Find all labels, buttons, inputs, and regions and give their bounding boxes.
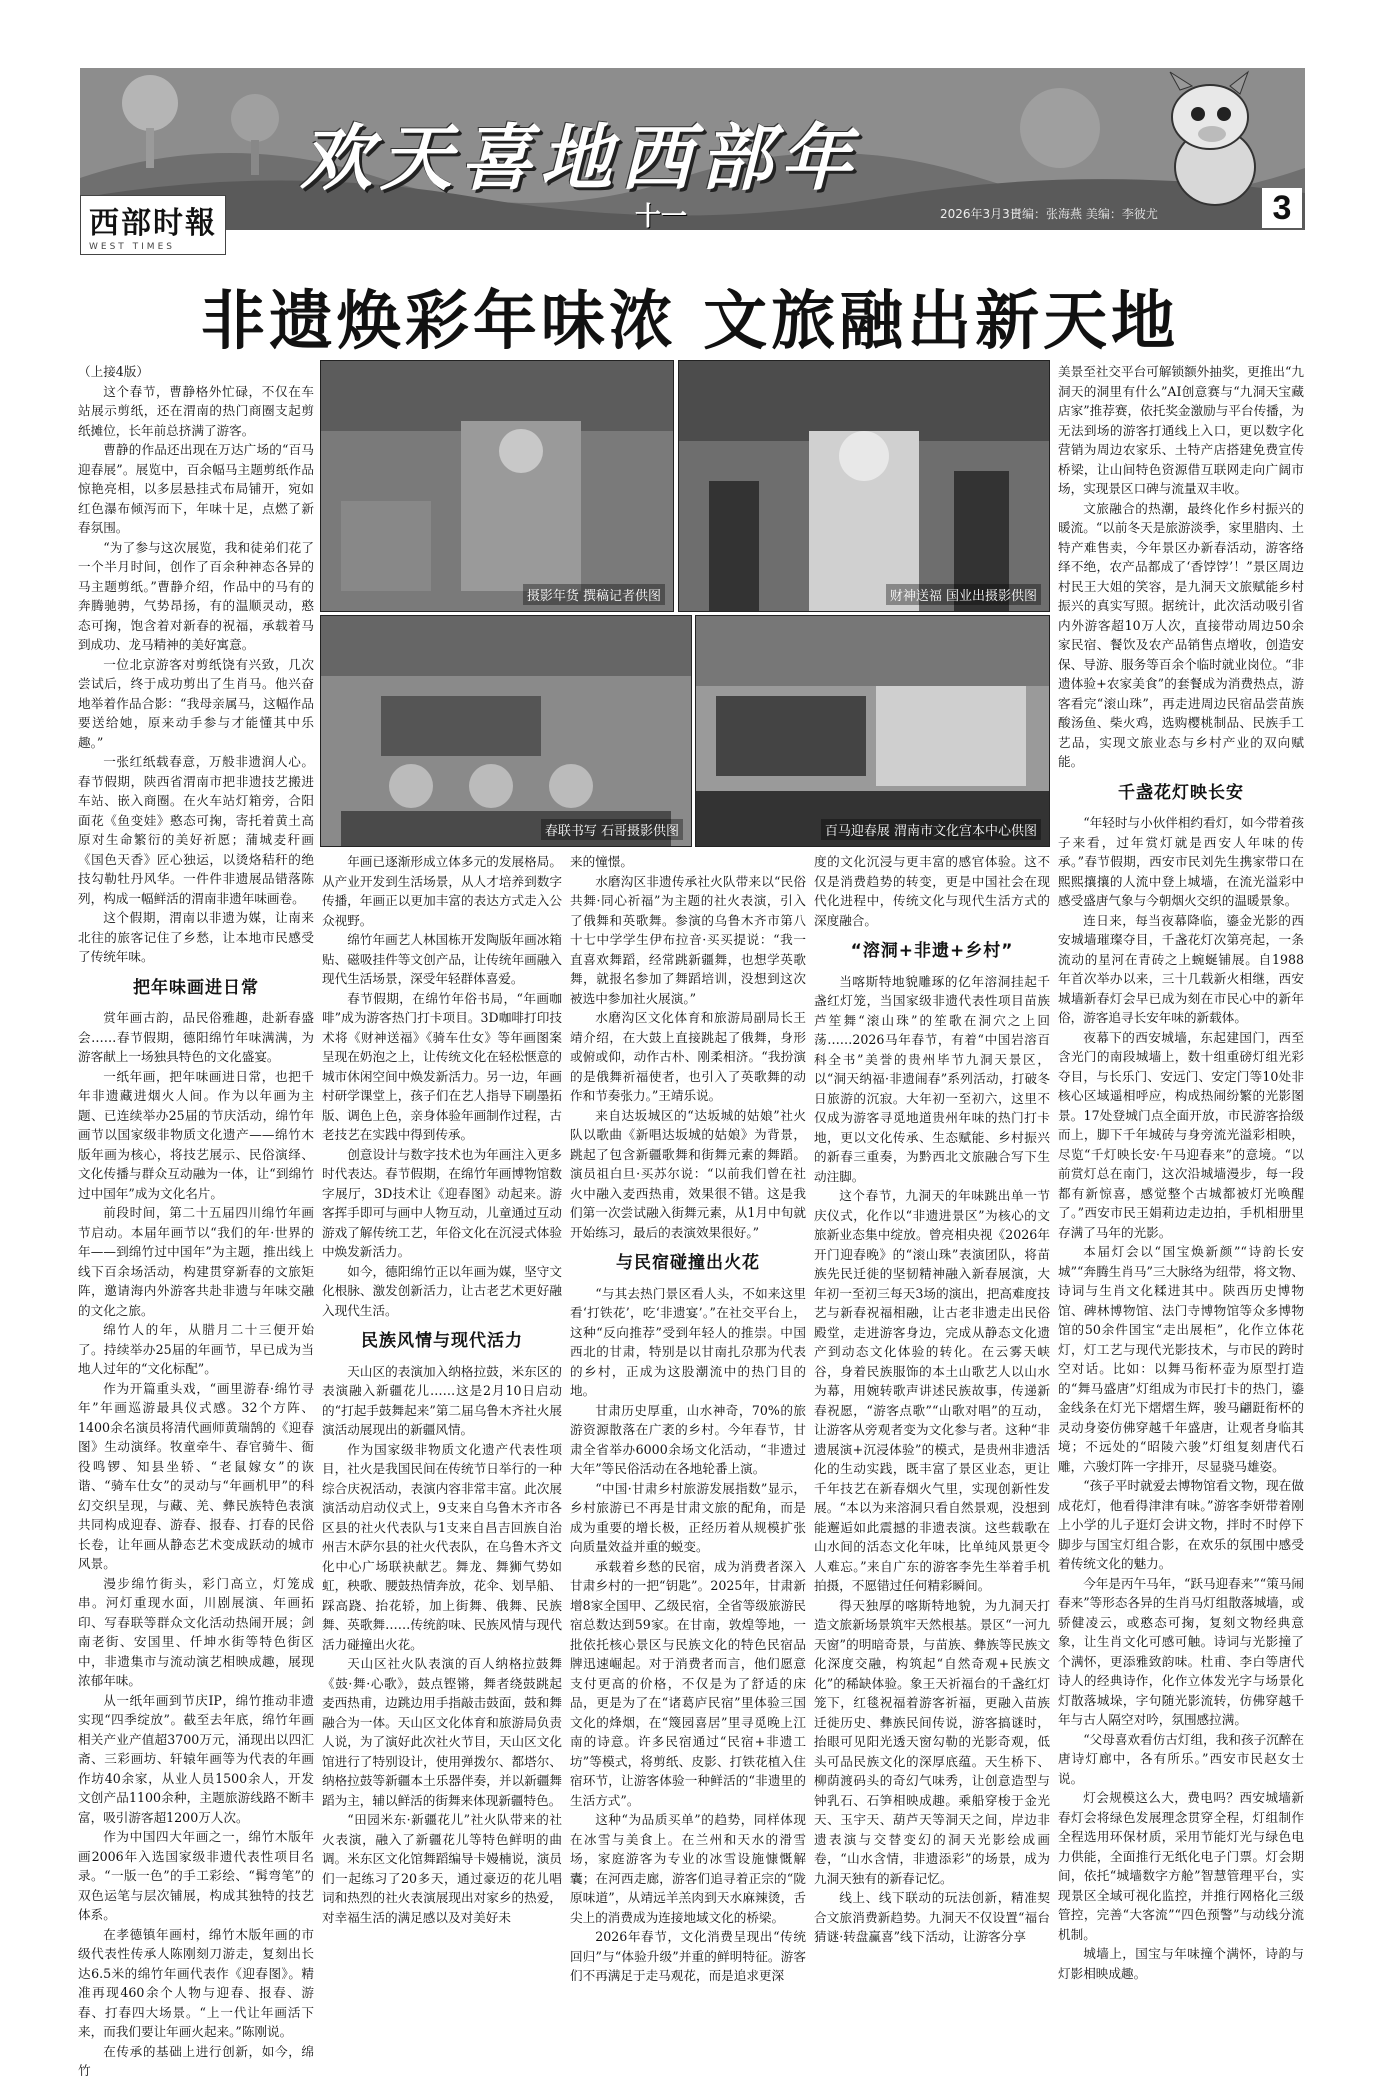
photo-caption: 百马迎春展 渭南市文化宫本中心供图	[821, 819, 1041, 840]
section-heading: “溶洞+非遗+乡村”	[850, 941, 1014, 961]
article-paragraph: 一位北京游客对剪纸饶有兴致，几次尝试后，终于成功剪出了生肖马。他兴奋地举着作品合影：“我母亲属马，这幅作品要送给她，原来动手参与才能懂其中乐趣。”	[78, 656, 314, 750]
article-paragraph: 从一纸年画到节庆IP，绵竹推动非遗实现“四季绽放”。截至去年底，绵竹年画相关产业产值超3700万元，涌现出以四汇斋、三彩画坊、轩辕年画等为代表的年画作坊40余家，从业人员1500余人，开发文创产品1100余种，主题旅游线路不断丰富，吸引游客超1200万人次。	[78, 1692, 314, 1825]
article-paragraph: 承载着乡愁的民宿，成为消费者深入甘肃乡村的一把“钥匙”。2025年，甘肃新增8家全国甲、乙级民宿，全省等级旅游民宿总数达到59家。在甘南，敦煌等地，一批依托核心景区与民族文化的特色民宿品牌迅速崛起。对于消费者而言，他们愿意支付更高的价格，不仅是为了舒适的床品，更是为了在“诸葛庐民宿”里体验三国文化的烽烟，在“篾园喜居”里寻觅晚上江南的诗意。许多民宿通过“民宿+非遗工坊”等模式，将剪纸、皮影、打铁花植入住宿环节，让游客体验一种鲜活的“非遗里的生活方式”。	[570, 1558, 806, 1808]
article-paragraph: 天山区社火队表演的百人纳格拉鼓舞《鼓·舞·心歌》，鼓点铿锵，舞者绕鼓跳起麦西热甫，边跳边用手指敲击鼓面，鼓和舞融合为一体。天山区文化体育和旅游局负责人说，为了演好此次社火节目，天山区文化馆进行了特别设计，使用弹拨尔、都塔尔、纳格拉鼓等新疆本土乐器伴奏，并以新疆舞蹈为主，辅以鲜活的街舞来体现新疆特色。	[322, 1656, 562, 1808]
article-paragraph: 绵竹人的年，从腊月二十三便开始了。持续举办25届的年画节，早已成为当地人过年的“文化标配”。	[78, 1322, 314, 1376]
article-paragraph: 城墙上，国宝与年味撞个满怀，诗韵与灯影相映成趣。	[1058, 1946, 1304, 1981]
article-paragraph: 当喀斯特地貌雕琢的亿年溶洞挂起千盏红灯笼，当国家级非遗代表性项目苗族芦笙舞“滚山珠”的笙歌在洞穴之上回荡……2026马年春节，有着“中国岩溶百科全书”美誉的贵州毕节九洞天景区，以“洞天纳福·非遗闹春”系列活动，打破冬日旅游的沉寂。大年初一至初六，这里不仅成为游客寻觅地道贵州年味的热门打卡地，更以文化传承、生态赋能、乡村振兴的新春三重奏，为黔西北文旅融合写下生动注脚。	[814, 973, 1050, 1184]
article-column-1	[78, 362, 314, 2078]
article-paragraph: 来自达坂城区的“达坂城的姑娘”社火队以歌曲《新唱达坂城的姑娘》为背景，跳起了包含新疆歌舞和街舞元素的舞蹈。演员祖白旦·买苏尔说：“以前我们曾在社火中融入麦西热甫，效果很不错。这是我们第一次尝试融入街舞元素，从1月中旬就开始练习，最后的表演效果很好。”	[570, 1107, 806, 1240]
photo-caption: 春联书写 石哥摄影供图	[541, 819, 683, 840]
article-paragraph: 这种“为品质买单”的趋势，同样体现在冰雪与美食上。在兰州和天水的滑雪场，家庭游客为专业的冰雪设施慷慨解囊；在河西走廊，游客们追寻着正宗的“陇原味道”，从靖远羊羔肉到天水麻辣烫，舌尖上的消费成为连接地域文化的桥梁。	[570, 1812, 806, 1925]
article-paragraph: 创意设计与数字技术也为年画注入更多时代表达。春节假期，在绵竹年画博物馆数字展厅，3D技术让《迎春图》动起来。游客挥手即可与画中人物互动，儿童通过互动游戏了解传统工艺，年俗文化在沉浸式体验中焕发新活力。	[322, 1146, 562, 1259]
photo-caption: 摄影年货 撰稿记者供图	[523, 584, 665, 605]
section-heading: 千盏花灯映长安	[1118, 782, 1244, 803]
article-paragraph: “与其去热门景区看人头，不如来这里看‘打铁花’，吃‘非遗宴’。”在社交平台上，这种“反向推荐”受到年轻人的推崇。中国西北的甘肃，特别是以甘南扎尕那为代表的乡村，正成为这股潮流中的热门目的地。	[570, 1285, 806, 1398]
article-paragraph: 春节假期，在绵竹年俗书局，“年画咖啡”成为游客热门打卡项目。3D咖啡打印技术将《财神送福》《骑车仕女》等年画图案呈现在奶泡之上，让传统文化在轻松惬意的城市休闲空间中焕发新活力。另一边，年画村研学课堂上，孩子们在艺人指导下刷墨拓版、调色上色，亲身体验年画制作过程，古老技艺在实践中得到传承。	[322, 990, 562, 1142]
article-paragraph: 灯会规模这么大，费电吗？西安城墙新春灯会将绿色发展理念贯穿全程，灯组制作全程选用环保材质，采用节能灯光与绿色电力供能，全面推行无纸化电子门票。灯会期间，依托“城墙数字方舱”智慧管理平台，实现景区全域可视化监控，并推行网格化三级管控，完善“大客流”“四色预警”与动线分流机制。	[1058, 1790, 1304, 1942]
photo-god-of-wealth	[678, 360, 1050, 612]
banner-date: 2026年3月3日	[940, 207, 1022, 221]
newspaper-masthead	[80, 195, 226, 255]
photo-paper-cutting-image	[321, 361, 673, 611]
horse-mascot-icon	[1140, 72, 1290, 212]
article-paragraph: 前段时间，第二十五届四川绵竹年画节启动。本届年画节以“我们的年·世界的年——到绵竹过中国年”为主题，推出线上线下百余场活动，构建贯穿新春的文旅矩阵，邀请海内外游客共赴非遗与年味交融的文化之旅。	[78, 1205, 314, 1318]
article-column-3	[570, 852, 806, 1983]
article-paragraph: 赏年画古韵，品民俗雅趣，赴新春盛会……春节假期，德阳绵竹年味满满，为游客献上一场独具特色的文化盛宴。	[78, 1010, 314, 1064]
article-column-5	[1058, 362, 1305, 1981]
page-number: 3	[1262, 188, 1302, 228]
masthead-english: WEST TIMES	[89, 242, 175, 252]
article-paragraph: “年轻时与小伙伴相约看灯，如今带着孩子来看，过年赏灯就是西安人年味的传承。”春节假期，西安市民刘先生携家带口在熙熙攘攘的人流中登上城墙，在流光溢彩中感受盛唐气象与今朝烟火交织的温暖景象。	[1058, 815, 1304, 908]
banner-title: 欢天喜地西部年	[300, 115, 861, 200]
article-paragraph: 水磨沟区非遗传承社火队带来以“民俗共舞·同心祈福”为主题的社火表演，引入了俄舞和英歌舞。参演的乌鲁木齐市第八十七中学学生伊布拉音·买买提说：“我一直喜欢舞蹈，经常跳新疆舞，也想学英歌舞，就报名参加了舞蹈培训，没想到这次被选中参加社火展演。”	[570, 873, 806, 1006]
photo-caption: 财神送福 国业出摄影供图	[886, 584, 1041, 605]
article-column-2	[322, 852, 562, 1925]
article-paragraph: 作为开篇重头戏，“画里游春·绵竹寻年”年画巡游最具仪式感。32个方阵、1400余名演员将清代画师黄瑞鹄的《迎春图》生动演绎。牧童牵牛、春官骑牛、衙役鸣锣、知县坐轿、“老鼠嫁女”的诙谐、“骑车仕女”的灵动与“年画机甲”的科幻交织呈现，与藏、羌、彝民族特色表演共同构成迎春、游春、报春、打春的民俗长卷，让年画从静态艺术变成跃动的城市风景。	[78, 1380, 314, 1571]
article-paragraph: “父母喜欢看仿古灯组，我和孩子沉醉在唐诗灯廊中，各有所乐。”西安市民赵女士说。	[1058, 1731, 1304, 1786]
article-paragraph: 一张红纸载春意，万般非遗润人心。春节假期，陕西省渭南市把非遗技艺搬进车站、嵌入商圈。在火车站灯箱旁，合阳面花《鱼变娃》憨态可掬，寄托着黄土高原对生命繁衍的美好祈愿；蒲城麦秆画《国色天香》匠心独运，以烫烙秸秆的绝技勾勒牡丹风华。一件件非遗展品错落陈列，构成一幅鲜活的渭南非遗年味画卷。	[78, 754, 314, 906]
article-paragraph: 2026年春节，文化消费呈现出“传统回归”与“体验升级”并重的鲜明特征。游客们不再满足于走马观花，而是追求更深	[570, 1929, 806, 1983]
section-heading: 把年味画进日常	[133, 977, 259, 998]
article-paragraph: 曹静的作品还出现在万达广场的“百马迎春展”。展览中，百余幅马主题剪纸作品惊艳亮相，以多层悬挂式布局铺开，宛如红色瀑布倾泻而下，年味十足，点燃了新春氛围。	[78, 442, 314, 535]
article-paragraph: 夜幕下的西安城墙，东起建国门，西至含光门的南段城墙上，数十组重磅灯组光彩夺目，与长乐门、安远门、安定门等10处非核心区域遥相呼应，构成热闹纷繁的光影图景。17处登城门点全面开放，市民游客拾级而上，脚下千年城砖与身旁流光溢彩相映，尽览“千灯映长安·午马迎春来”的意境。“以前赏灯总在南门，这次沿城墙漫步，每一段都有新惊喜，感觉整个古城都被灯光唤醒了。”西安市民王娟莉边走边拍，手机相册里存满了马年的光影。	[1058, 1029, 1304, 1240]
photo-horse-exhibition	[695, 615, 1050, 847]
article-paragraph: 连日来，每当夜幕降临，鎏金光影的西安城墙璀璨夺目，千盏花灯次第亮起，一条流动的星河在青砖之上蜿蜒铺展。自1988年首次举办以来，三十几载新火相继，西安城墙新春灯会早已成为刻在市民心中的新年俗，游客追寻长安年味的新载体。	[1058, 912, 1304, 1025]
section-heading: 民族风情与现代活力	[361, 1331, 523, 1351]
article-paragraph: 漫步绵竹街头，彩门高立，灯笼成串。河灯重现水面，川剧展演、年画拓印、写春联等群众文化活动热闹开展；剑南老街、安国里、仟坤水街等特色街区中，非遗集市与流动演艺相映成趣，展现浓郁年味。	[78, 1575, 314, 1688]
article-paragraph: “孩子平时就爱去博物馆看文物，现在做成花灯，他看得津津有味。”游客李妍带着刚上小学的儿子逛灯会讲文物，拌时不时停下脚步与国宝灯组合影，在欢乐的氛围中感受着传统文化的魅力。	[1058, 1478, 1304, 1571]
masthead-name: 西部时報	[89, 206, 217, 241]
photo-spring-festival-couplets-image	[321, 616, 691, 846]
article-paragraph: 在传承的基础上进行创新，如今，绵竹	[78, 2043, 314, 2078]
article-paragraph: 甘肃历史厚重，山水神奇，70%的旅游资源散落在广袤的乡村。今年春节，甘肃全省举办6000余场文化活动，“非遗过大年”等民俗活动在各地轮番上演。	[570, 1402, 806, 1476]
article-paragraph: 作为国家级非物质文化遗产代表性项目，社火是我国民间在传统节日举行的一种综合庆祝活动，表演内容非常丰富。此次展演活动启动仪式上，9支来自乌鲁木齐市各区县的社火代表队与1支来自昌吉回族自治州吉木萨尔县的社火代表队，在乌鲁木齐文化中心广场联袂献艺。舞龙、舞狮气势如虹，秧歌、腰鼓热情奔放，花伞、划旱船、踩高跷、抬花轿，加上街舞、俄舞、民族舞、英歌舞……传统韵味、民族风情与现代活力碰撞出火花。	[322, 1441, 562, 1652]
article-column-4	[814, 852, 1050, 1944]
article-paragraph: 一纸年画，把年味画进日常，也把千年非遗藏进烟火人间。作为以年画为主题、已连续举办25届的节庆活动，绵竹年画节以国家级非物质文化遗产——绵竹木版年画为核心，将技艺展示、民俗演绎、文化传播与群众互动融为一体，让“到绵竹过中国年”成为文化名片。	[78, 1068, 314, 1201]
article-paragraph: 这个春节，九洞天的年味跳出单一节庆仪式，化作以“非遗进景区”为核心的文旅新业态集中绽放。曾亮相央视《2026年开门迎春晚》的“滚山珠”表演团队，将苗族先民迁徙的坚韧精神融入新春展演，大年初一至初三每天3场的演出，把高难度技艺与新春祝福相融，让古老非遗走出民俗殿堂，走进游客身边，完成从静态文化遗产到动态文化体验的转化。在云雾天峡谷，身着民族服饰的本土山歌艺人以山水为幕，用婉转歌声讲述民族故事，传递新春祝愿，“游客点歌”“山歌对唱”的互动，让游客从旁观者变为文化参与者。这种“非遗展演+沉浸体验”的模式，是贵州非遗活化的生动实践，既丰富了景区业态，更让千年技艺在新春烟火气里，实现创新性发展。“本以为来溶洞只看自然景观，没想到能邂逅如此震撼的非遗表演。这些载歌在山水间的活态文化年味，比单纯风景更令人难忘。”来自广东的游客李先生举着手机拍摄，不愿错过任何精彩瞬间。	[814, 1188, 1050, 1593]
article-paragraph: 如今，德阳绵竹正以年画为媒，坚守文化根脉、激发创新活力，让古老艺术更好融入现代生活。	[322, 1263, 562, 1318]
article-paragraph: 在孝德镇年画村，绵竹木版年画的市级代表性传承人陈刚刻刀游走，复刻出长达6.5米的绵竹年画代表作《迎春图》。精准再现460余个人物与迎春、报春、游春、打春四大场景。“上一代让年画活下来，而我们要让年画火起来。”陈刚说。	[78, 1926, 314, 2039]
banner-issue-number: 十一	[635, 202, 688, 232]
article-paragraph: 这个春节，曹静格外忙碌，不仅在车站展示剪纸，还在渭南的热门商圈支起剪纸摊位，长年前总挤满了游客。	[78, 383, 314, 438]
article-paragraph: （上接4版）	[78, 364, 149, 379]
article-paragraph: 线上、线下联动的玩法创新，精准契合文旅消费新趋势。九洞天不仅设置“福台猜谜·转盘赢喜”线下活动，让游客分享	[814, 1890, 1050, 1944]
article-paragraph: 年画已逐渐形成立体多元的发展格局。从产业开发到生活场景，从人才培养到数字传播，年画正以更加丰富的表达方式走入公众视野。	[322, 854, 562, 928]
article-paragraph: 本届灯会以“国宝焕新颜”“诗韵长安城”“奔腾生肖马”三大脉络为纽带，将文物、诗词与生肖文化糅进其中。陕西历史博物馆、碑林博物馆、法门寺博物馆等众多博物馆的50余件国宝“走出展柜”，化作立体花灯，灯工艺与现代光影技术，与市民的跨时空对话。比如：以舞马衔杯壶为原型打造的“舞马盛唐”灯组成为市民打卡的热门，鎏金线条在灯光下熠熠生辉，骏马翩跹衔杯的灵动身姿仿佛穿越千年盛唐，让观者身临其境；不远处的“昭陵六骏”灯组复刻唐代石雕，六骏灯阵一字排开，尽显骁马雄姿。	[1058, 1244, 1305, 1474]
banner-editors: 责编：张海燕 美编：李彼尤	[1010, 207, 1158, 221]
article-paragraph: 度的文化沉浸与更丰富的感官体验。这不仅是消费趋势的转变，更是中国社会在现代化进程中，传统文化与现代生活方式的深度融合。	[814, 854, 1050, 928]
article-paragraph: 天山区的表演加入纳格拉鼓，米东区的表演融入新疆花儿……这是2月10日启动的“打起手鼓舞起来”第二届乌鲁木齐社火展演活动展现出的新疆风情。	[322, 1363, 562, 1437]
article-paragraph: 美景至社交平台可解锁额外抽奖，更推出“九洞天的洞里有什么”AI创意赛与“九洞天宝藏店家”推荐赛，依托奖金激励与平台传播，为无法到场的游客打通线上入口，更以数字化营销为周边农家乐、土特产店搭建免费宣传桥梁，让山间特色资源借互联网走向广阔市场，实现景区口碑与流量双丰收。	[1058, 364, 1304, 496]
article-paragraph: “田园米东·新疆花儿”社火队带来的社火表演，融入了新疆花儿等特色鲜明的曲调。米东区文化馆舞蹈编导卡嫚楠说，演员们一起练习了20多天，通过豪迈的花儿唱词和热烈的社火表演展现出对家乡的热爱，对幸福生活的满足感以及对美好未	[322, 1812, 562, 1925]
section-heading: 与民宿碰撞出火花	[616, 1253, 760, 1273]
article-paragraph: 文旅融合的热潮，最终化作乡村振兴的暖流。“以前冬天是旅游淡季，家里腊肉、土特产难售卖，今年景区办新春活动，游客络绎不绝，农产品都成了‘香饽饽’！”景区周边村民王大姐的笑容，是九洞天文旅赋能乡村振兴的真实写照。据统计，此次活动吸引省内外游客超10万人次，直接带动周边50余家民宿、餐饮及农产品销售点增收，创造安保、导游、服务等百余个临时就业岗位。“非遗体验+农家美食”的套餐成为消费热点，游客看完“滚山珠”，再走进周边民宿品尝苗族酸汤鱼、柴火鸡，选购樱桃制品、民族手工艺品，实现文旅业态与乡村产业的双向赋能。	[1058, 500, 1304, 769]
article-paragraph: 得天独厚的喀斯特地貌，为九洞天打造文旅新场景筑牢天然根基。景区“一河九天窗”的明暗奇景，与苗族、彝族等民族文化深度交融，构筑起“自然奇观+民族文化”的稀缺体验。象王天祈福台的千盏红灯笼下，红毯祝福着游客祈福，更融入苗族迁徙历史、彝族民间传说，游客搞谜时，抬眼可见阳光透天窗勾勒的光影奇观，低头可品民族文化的深厚底蕴。天生桥下、柳荫渡码头的奇幻气味秀，让创意造型与钟乳石、石笋相映成趣。乘船穿梭于金光天、玉宇天、葫芦天等洞天之间，岸边非遗表演与交替变幻的洞天光影绘成画卷，“山水含情，非遗添彩”的场景，成为九洞天独有的新春记忆。	[814, 1597, 1050, 1886]
photo-paper-cutting	[320, 360, 674, 612]
article-paragraph: 来的憧憬。	[570, 854, 633, 869]
photo-horse-exhibition-image	[696, 616, 1049, 846]
photo-god-of-wealth-image	[679, 361, 1049, 611]
photo-spring-festival-couplets	[320, 615, 692, 847]
page-headline: 非遗焕彩年味浓 文旅融出新天地	[200, 285, 1180, 359]
article-paragraph: “中国·甘肃乡村旅游发展指数”显示，乡村旅游已不再是甘肃文旅的配角，而是成为重要的增长极，正经历着从规模扩张向质量效益并重的蜕变。	[570, 1480, 806, 1554]
article-paragraph: 今年是丙午马年，“跃马迎春来”“策马闹春来”等形态各异的生肖马灯组散落城墙，或骄健凌云，或憨态可掬，复刻文物经典意象，让生肖文化可感可触。诗词与光影撞了个满怀，更添雅致韵味。杜甫、李白等唐代诗人的经典诗作，化作立体发光字与场景化灯散落城垛，字句随光影流转，仿佛穿越千年与古人隔空对吟，氛围感拉满。	[1058, 1575, 1305, 1727]
article-paragraph: 作为中国四大年画之一，绵竹木版年画2006年入选国家级非遗代表性项目名录。“一版一色”的手工彩绘、“髯弯笔”的双色运笔与层次铺展，构成其独特的技艺体系。	[78, 1829, 314, 1922]
article-paragraph: “为了参与这次展览，我和徒弟们花了一个半月时间，创作了百余种神态各异的马主题剪纸。”曹静介绍，作品中的马有的奔腾驰骋，气势昂扬，有的温顺灵动，憨态可掬，饱含着对新春的祝福，承载着马到成功、龙马精神的美好寓意。	[78, 539, 314, 652]
article-paragraph: 这个假期，渭南以非遗为媒，让南来北往的旅客记住了乡愁，让本地市民感受了传统年味。	[78, 910, 314, 964]
article-paragraph: 绵竹年画艺人林国栋开发陶版年画冰箱贴、磁吸挂件等文创产品，让传统年画融入现代生活场景，深受年轻群体喜爱。	[322, 932, 562, 986]
article-paragraph: 水磨沟区文化体育和旅游局副局长王靖介绍，在大鼓上直接跳起了俄舞，身形或俯或仰，动作古朴、刚柔相济。“我扮演的是俄舞祈福使者，也引入了英歌舞的动作和节奏张力。”王靖乐说。	[570, 1010, 806, 1103]
